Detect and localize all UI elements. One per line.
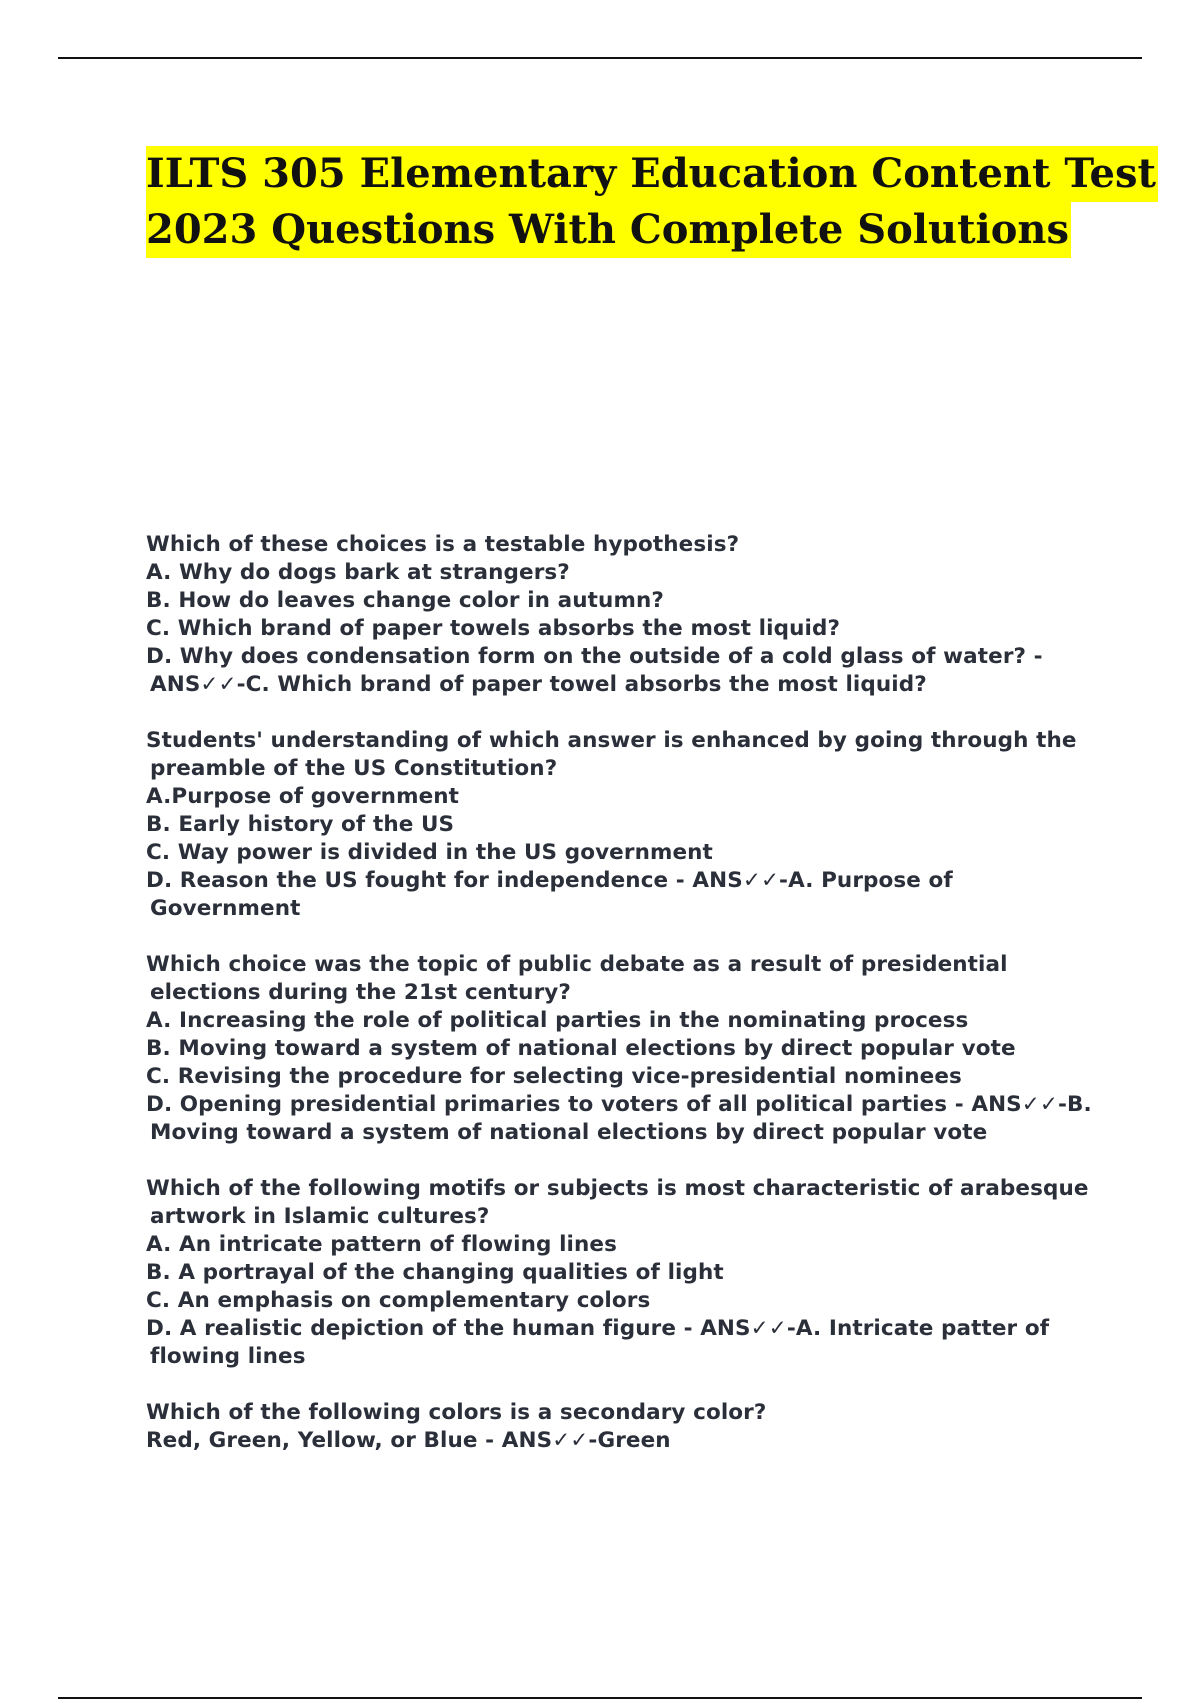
answer-text: Red, Green, Yellow, or Blue - ANS✓✓-Green bbox=[146, 1428, 671, 1453]
option-c: C. Way power is divided in the US government bbox=[146, 840, 713, 865]
question-block-2 bbox=[146, 727, 1146, 923]
answer-text: ANS✓✓-C. Which brand of paper towel absorbs the most liquid? bbox=[150, 672, 927, 697]
question-text: Which choice was the topic of public debate as a result of presidential bbox=[146, 952, 1008, 977]
answer-text: flowing lines bbox=[150, 1344, 306, 1369]
question-text-continued: elections during the 21st century? bbox=[150, 980, 571, 1005]
question-list bbox=[146, 531, 1146, 1483]
option-b: B. How do leaves change color in autumn? bbox=[146, 588, 664, 613]
header-rule bbox=[58, 57, 1142, 59]
option-b: B. Early history of the US bbox=[146, 812, 455, 837]
question-text-continued: artwork in Islamic cultures? bbox=[150, 1204, 490, 1229]
option-a: A. Why do dogs bark at strangers? bbox=[146, 560, 570, 585]
question-block-1 bbox=[146, 531, 1146, 699]
question-text: Which of these choices is a testable hypothesis? bbox=[146, 532, 740, 557]
answer-text: Government bbox=[150, 896, 301, 921]
option-a: A. An intricate pattern of flowing lines bbox=[146, 1232, 618, 1257]
title-line-1: ILTS 305 Elementary Education Content Test bbox=[146, 146, 1158, 202]
question-text: Students' understanding of which answer is enhanced by going through the bbox=[146, 728, 1077, 753]
option-d: D. Opening presidential primaries to voters of all political parties - ANS✓✓-B. bbox=[146, 1092, 1092, 1117]
option-d: D. Why does condensation form on the outside of a cold glass of water? - bbox=[146, 644, 1043, 669]
option-a: A.Purpose of government bbox=[146, 784, 460, 809]
question-text: Which of the following motifs or subjects is most characteristic of arabesque bbox=[146, 1176, 1089, 1201]
option-b: B. Moving toward a system of national elections by direct popular vote bbox=[146, 1036, 1016, 1061]
answer-text: Moving toward a system of national elections by direct popular vote bbox=[150, 1120, 988, 1145]
question-block-3 bbox=[146, 951, 1146, 1147]
question-text-continued: preamble of the US Constitution? bbox=[150, 756, 558, 781]
option-b: B. A portrayal of the changing qualities of light bbox=[146, 1260, 724, 1285]
option-c: C. Which brand of paper towels absorbs the most liquid? bbox=[146, 616, 841, 641]
question-text: Which of the following colors is a secondary color? bbox=[146, 1400, 767, 1425]
title-line-2: 2023 Questions With Complete Solutions bbox=[146, 202, 1071, 258]
question-block-5 bbox=[146, 1399, 1146, 1455]
footer-rule bbox=[58, 1697, 1142, 1699]
question-block-4 bbox=[146, 1175, 1146, 1371]
document-title bbox=[146, 146, 1156, 258]
option-a: A. Increasing the role of political parties in the nominating process bbox=[146, 1008, 969, 1033]
option-c: C. An emphasis on complementary colors bbox=[146, 1288, 651, 1313]
option-d: D. Reason the US fought for independence - ANS✓✓-A. Purpose of bbox=[146, 868, 953, 893]
option-d: D. A realistic depiction of the human figure - ANS✓✓-A. Intricate patter of bbox=[146, 1316, 1050, 1341]
option-c: C. Revising the procedure for selecting vice-presidential nominees bbox=[146, 1064, 962, 1089]
